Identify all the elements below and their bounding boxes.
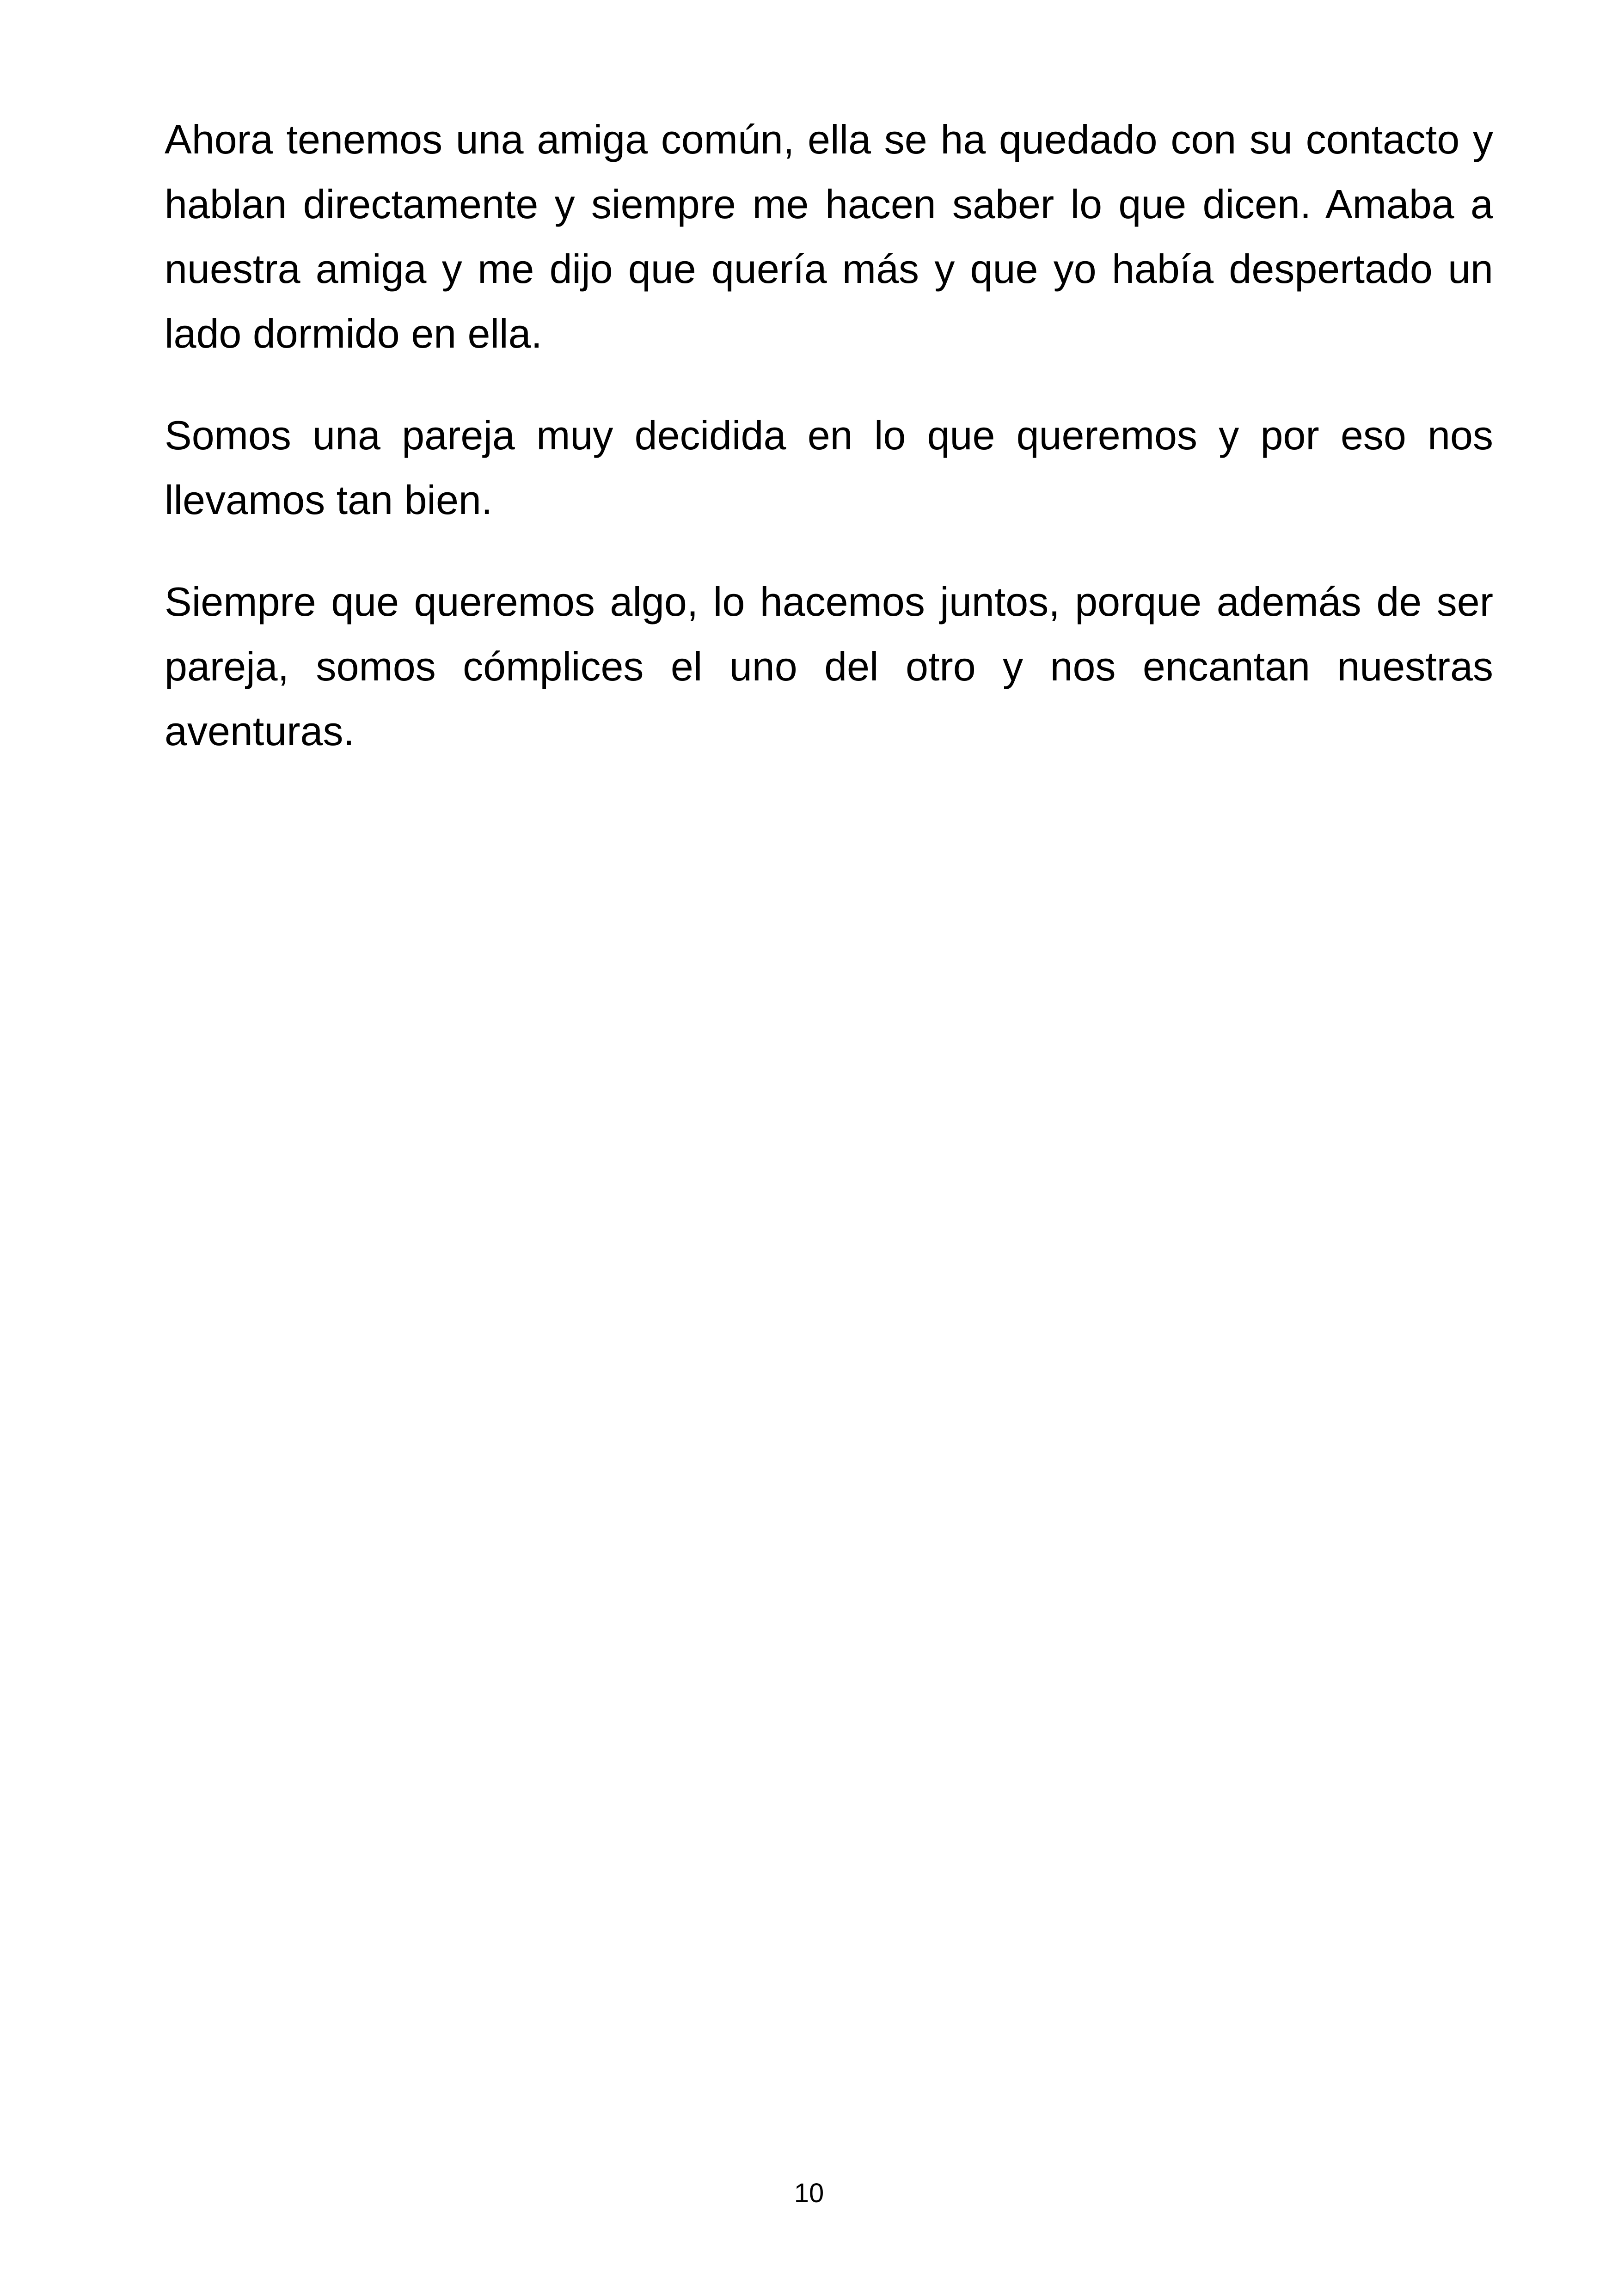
body-text xyxy=(165,107,1493,801)
paragraph-3: Siempre que queremos algo, lo hacemos juntos, porque además de ser pareja, somos cómplices el uno del otro y nos encantan nuestras aventuras. xyxy=(165,579,1493,754)
page-number: 10 xyxy=(794,2178,824,2208)
paragraph-2: Somos una pareja muy decidida en lo que queremos y por eso nos llevamos tan bien. xyxy=(165,412,1493,523)
paragraph-1: Ahora tenemos una amiga común, ella se ha quedado con su contacto y hablan directamente y siempre me hacen saber lo que dicen. Amaba a nuestra amiga y me dijo que quería más y que yo había despertado un lado dormido en ella. xyxy=(165,116,1493,356)
